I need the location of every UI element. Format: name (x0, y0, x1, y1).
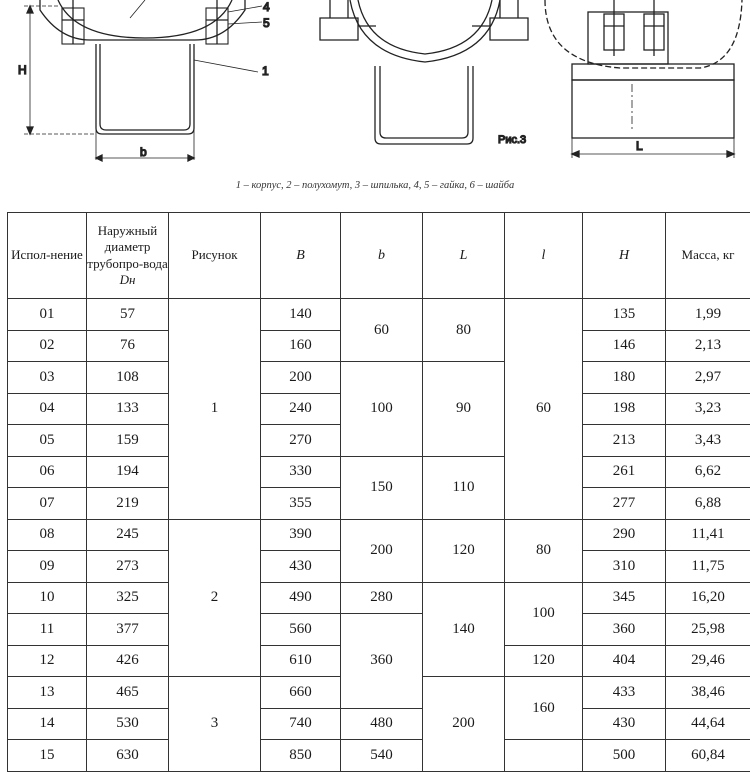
cell-mass: 11,41 (666, 519, 750, 551)
cell-mass: 2,97 (666, 362, 750, 394)
cell-mass: 6,62 (666, 456, 750, 488)
figure-1-drawing (24, 0, 262, 161)
cell-diameter: 76 (87, 330, 169, 362)
cell-H: 310 (583, 551, 666, 583)
cell-l: 160 (505, 677, 583, 740)
cell-diameter: 108 (87, 362, 169, 394)
cell-b: 540 (341, 740, 423, 772)
cell-B: 160 (261, 330, 341, 362)
cell-variant: 05 (8, 425, 87, 457)
callout-5: 5 (263, 16, 270, 30)
cell-variant: 07 (8, 488, 87, 520)
cell-variant: 01 (8, 299, 87, 331)
figure-3-drawing (545, 0, 742, 158)
cell-H: 500 (583, 740, 666, 772)
cell-diameter: 426 (87, 645, 169, 677)
cell-b: 100 (341, 362, 423, 457)
cell-mass: 25,98 (666, 614, 750, 646)
cell-L: 110 (423, 456, 505, 519)
cell-B: 850 (261, 740, 341, 772)
cell-mass: 29,46 (666, 645, 750, 677)
cell-mass: 2,13 (666, 330, 750, 362)
dim-b-label: b (140, 145, 147, 159)
header-b: b (341, 213, 423, 299)
cell-mass: 16,20 (666, 582, 750, 614)
cell-diameter: 194 (87, 456, 169, 488)
cell-H: 433 (583, 677, 666, 709)
figure-2-drawing (320, 0, 528, 144)
header-figure: Рисунок (169, 213, 261, 299)
cell-variant: 06 (8, 456, 87, 488)
specification-table (7, 212, 750, 772)
cell-diameter: 630 (87, 740, 169, 772)
cell-L: 200 (423, 677, 505, 772)
cell-mass: 11,75 (666, 551, 750, 583)
header-L: L (423, 213, 505, 299)
cell-diameter: 159 (87, 425, 169, 457)
cell-B: 610 (261, 645, 341, 677)
cell-variant: 13 (8, 677, 87, 709)
cell-diameter: 325 (87, 582, 169, 614)
cell-H: 213 (583, 425, 666, 457)
header-diameter: Наружный диаметр трубопро-вода Dн (87, 213, 169, 299)
cell-figure: 3 (169, 677, 261, 772)
cell-diameter: 465 (87, 677, 169, 709)
cell-B: 660 (261, 677, 341, 709)
cell-variant: 15 (8, 740, 87, 772)
cell-diameter: 245 (87, 519, 169, 551)
table-row (8, 614, 750, 646)
cell-H: 146 (583, 330, 666, 362)
cell-L: 140 (423, 582, 505, 677)
callout-1: 1 (262, 64, 269, 78)
parts-legend: 1 – корпус, 2 – полухомут, 3 – шпилька, 4, 5 – гайка, 6 – шайба (0, 180, 750, 191)
dim-H-label: H (18, 63, 27, 77)
cell-B: 270 (261, 425, 341, 457)
cell-b: 60 (341, 299, 423, 362)
cell-B: 140 (261, 299, 341, 331)
header-mass: Масса, кг (666, 213, 750, 299)
cell-variant: 08 (8, 519, 87, 551)
cell-variant: 12 (8, 645, 87, 677)
cell-H: 404 (583, 645, 666, 677)
cell-l: 80 (505, 519, 583, 582)
cell-L: 90 (423, 362, 505, 457)
cell-l: 60 (505, 299, 583, 520)
cell-diameter: 219 (87, 488, 169, 520)
cell-variant: 10 (8, 582, 87, 614)
cell-B: 355 (261, 488, 341, 520)
figure-3-caption: Рис.3 (498, 134, 526, 146)
cell-H: 430 (583, 708, 666, 740)
header-variant: Испол-нение (8, 213, 87, 299)
header-l: l (505, 213, 583, 299)
cell-B: 200 (261, 362, 341, 394)
dim-L-label: L (636, 139, 643, 153)
cell-H: 180 (583, 362, 666, 394)
cell-diameter: 57 (87, 299, 169, 331)
cell-B: 390 (261, 519, 341, 551)
table-row (8, 456, 750, 488)
cell-diameter: 133 (87, 393, 169, 425)
cell-H: 261 (583, 456, 666, 488)
cell-variant: 14 (8, 708, 87, 740)
cell-mass: 3,43 (666, 425, 750, 457)
cell-variant: 02 (8, 330, 87, 362)
cell-B: 560 (261, 614, 341, 646)
table-row (8, 299, 750, 331)
cell-variant: 04 (8, 393, 87, 425)
cell-mass: 1,99 (666, 299, 750, 331)
cell-mass: 38,46 (666, 677, 750, 709)
header-diameter-symbol: Dн (120, 272, 136, 287)
cell-L: 80 (423, 299, 505, 362)
cell-mass: 44,64 (666, 708, 750, 740)
cell-H: 198 (583, 393, 666, 425)
cell-diameter: 377 (87, 614, 169, 646)
cell-B: 430 (261, 551, 341, 583)
cell-l: 100 (505, 582, 583, 645)
cell-B: 490 (261, 582, 341, 614)
table-row (8, 519, 750, 551)
cell-b: 200 (341, 519, 423, 582)
cell-variant: 11 (8, 614, 87, 646)
cell-b: 360 (341, 614, 423, 709)
cell-H: 277 (583, 488, 666, 520)
cell-figure: 1 (169, 299, 261, 520)
cell-H: 345 (583, 582, 666, 614)
cell-figure: 2 (169, 519, 261, 677)
cell-b: 280 (341, 582, 423, 614)
cell-B: 740 (261, 708, 341, 740)
technical-drawing (0, 0, 750, 200)
cell-mass: 3,23 (666, 393, 750, 425)
cell-H: 290 (583, 519, 666, 551)
cell-l: 120 (505, 645, 583, 677)
cell-b: 150 (341, 456, 423, 519)
table-row (8, 740, 750, 772)
table-row (8, 582, 750, 614)
cell-B: 240 (261, 393, 341, 425)
cell-diameter: 273 (87, 551, 169, 583)
cell-variant: 03 (8, 362, 87, 394)
cell-l (505, 740, 583, 772)
cell-diameter: 530 (87, 708, 169, 740)
cell-variant: 09 (8, 551, 87, 583)
cell-H: 360 (583, 614, 666, 646)
cell-mass: 60,84 (666, 740, 750, 772)
cell-b: 480 (341, 708, 423, 740)
header-H: H (583, 213, 666, 299)
callout-4: 4 (263, 0, 270, 14)
cell-B: 330 (261, 456, 341, 488)
cell-L: 120 (423, 519, 505, 582)
cell-mass: 6,88 (666, 488, 750, 520)
table-row (8, 708, 750, 740)
table-row (8, 362, 750, 394)
cell-H: 135 (583, 299, 666, 331)
header-B: B (261, 213, 341, 299)
